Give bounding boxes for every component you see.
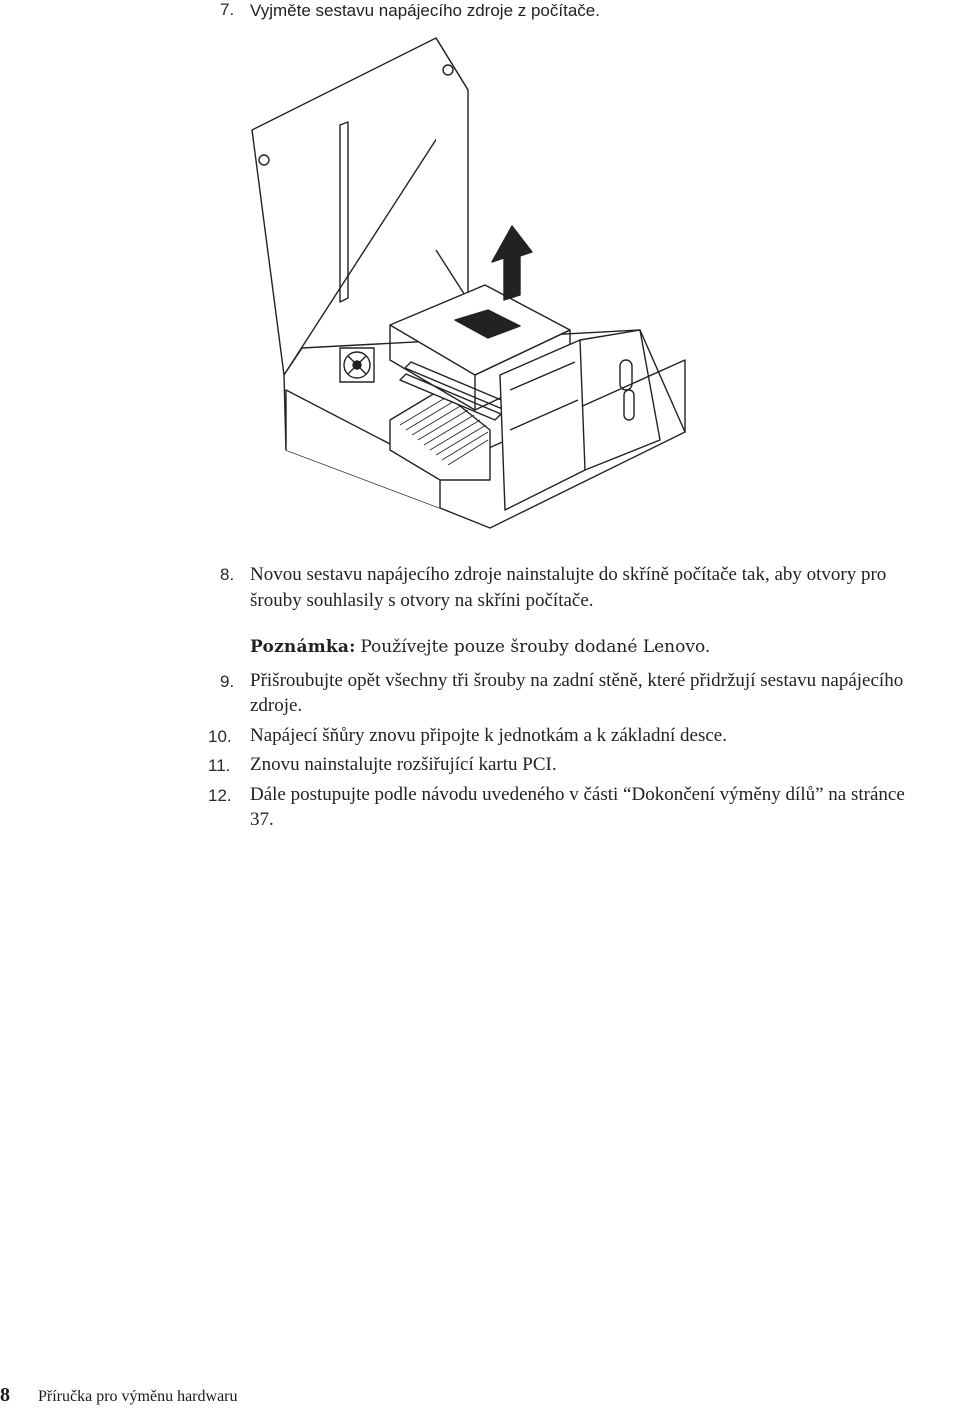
page-number: 8: [0, 1384, 10, 1406]
step-11-text: Znovu nainstalujte rozšiřující kartu PCI.: [250, 754, 557, 775]
step-10-number: 10.: [208, 727, 232, 746]
step-10-text: Napájecí šňůry znovu připojte k jednotkám a k základní desce.: [250, 725, 727, 746]
step-12-line-2: 37.: [250, 809, 274, 830]
note: [250, 634, 710, 660]
step-8-line-1: Novou sestavu napájecího zdroje nainstalujte do skříně počítače tak, aby otvory pro: [250, 564, 887, 585]
note-label: Poznámka:: [250, 637, 356, 657]
footer-title: Příručka pro výměnu hardwaru: [38, 1388, 238, 1405]
step-9-line-2: zdroje.: [250, 695, 303, 716]
step-12-number: 12.: [208, 786, 232, 805]
step-9-line-1: Přišroubujte opět všechny tři šrouby na zadní stěně, které přidržují sestavu napájecího: [250, 670, 904, 691]
power-supply-removal-illustration: [240, 30, 700, 540]
step-12-line-1: Dále postupujte podle návodu uvedeného v části “Dokončení výměny dílů” na stránce: [250, 784, 905, 805]
step-8-line-2: šrouby souhlasily s otvory na skříni počítače.: [250, 590, 594, 611]
step-9-number: 9.: [220, 672, 235, 691]
step-8-number: 8.: [220, 565, 235, 584]
step-7-text: Vyjměte sestavu napájecího zdroje z počítače.: [250, 1, 600, 20]
step-7-number: 7.: [220, 0, 235, 19]
step-11-number: 11.: [208, 756, 231, 775]
note-text: Používejte pouze šrouby dodané Lenovo.: [360, 637, 711, 657]
